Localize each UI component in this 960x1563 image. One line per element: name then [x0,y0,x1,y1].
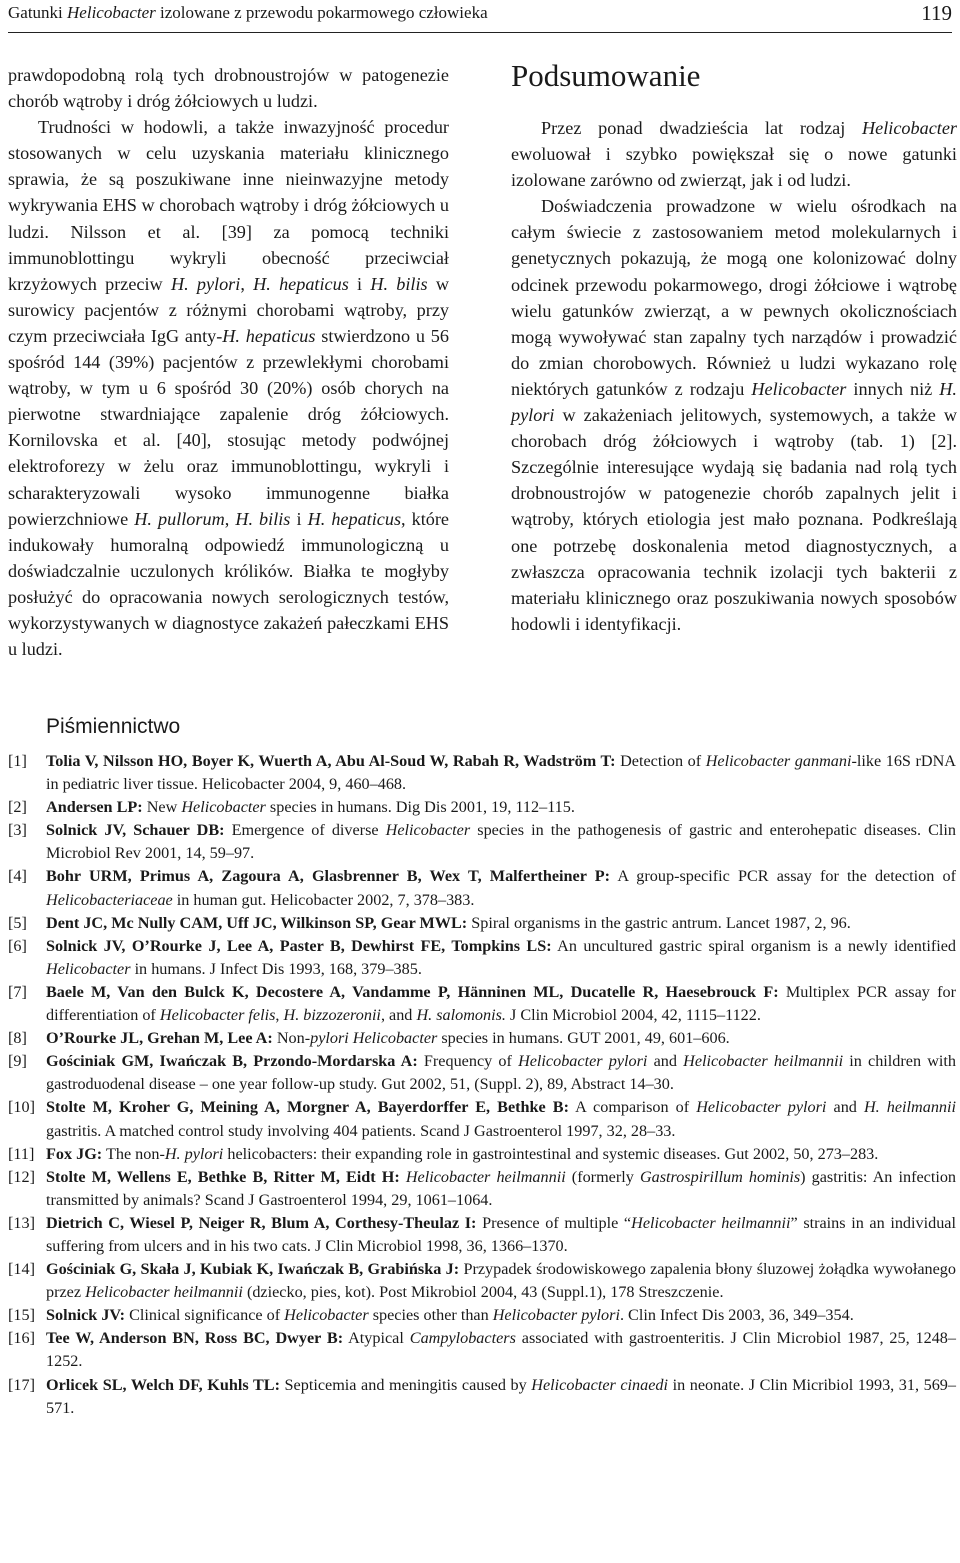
reference-number: [6] [8,936,27,955]
reference-italic: Helicobacter heilmannii [631,1213,791,1232]
reference-item [8,1327,956,1373]
reference-authors: Tolia V, Nilsson HO, Boyer K, Wuerth A, Abu Al-Soud W, Rabah R, Wadström T: [46,752,616,770]
reference-italic: Helicobacter ganmani [705,752,852,770]
reference-item [8,1050,956,1096]
reference-italic: Helicobacter pylori [696,1098,827,1117]
left-column [8,62,449,662]
reference-text: ) gastritis: An infection transmitted by animals? Scand J Gastroenterol 1994, 29, 1061–1064. [46,1167,957,1209]
reference-number: [15] [8,1306,35,1325]
reference-number: [2] [8,798,27,817]
reference-text: in children with gastroduodenal disease – one year follow-up study. Gut 2002, 51, (Suppl. 2), 89, Abstract 14–30. [46,1052,957,1094]
reference-number: [5] [8,913,27,932]
reference-italic: H. pylori [164,1144,224,1163]
reference-number: [7] [8,982,27,1001]
reference-italic: Helicobacter [46,959,131,978]
reference-text: helicobacters: their expanding role in gastrointestinal and systemic diseases. Gut 2002, 50, 273–283. [223,1144,879,1163]
reference-authors: Andersen LP: [46,798,143,817]
reference-item [8,1212,956,1258]
reference-text: , and [380,1006,417,1025]
reference-italic: Helicobacter pylori [492,1306,620,1325]
reference-text: species in humans. GUT 2001, 49, 601–606. [437,1029,730,1048]
reference-authors: Solnick JV, O’Rourke J, Lee A, Paster B, Dewhirst FE, Tompkins LS: [46,936,552,955]
reference-text: Clinical significance of [125,1306,285,1325]
reference-authors: Orlicek SL, Welch DF, Kuhls TL: [46,1375,280,1394]
reference-text: J Clin Microbiol 2004, 42, 1115–1122. [505,1006,761,1025]
reference-number: [3] [8,821,27,840]
reference-text: The non- [102,1144,165,1163]
reference-number: [1] [8,752,27,770]
reference-text: Septicemia and meningitis caused by [279,1375,532,1394]
reference-italic: Gastrospirillum hominis [639,1167,801,1186]
reference-italic: Helicobacter [385,821,471,840]
reference-number: [8] [8,1029,27,1048]
reference-text: (formerly [565,1167,640,1186]
reference-text: Multiplex PCR assay for differentiation of [46,982,956,1025]
reference-italic: Helicobacter heilmannii [683,1052,844,1071]
reference-text: -like 16S rDNA in pediatric liver tissue. Helicobacter 2004, 9, 460–468. [46,752,956,794]
reference-italic: Helicobacter [181,798,266,817]
reference-authors: Bohr URM, Primus A, Zagoura A, Glasbrenner B, Wex T, Malfertheiner P: [46,867,611,886]
reference-text: and [647,1052,684,1071]
page-number: 119 [921,1,952,25]
reference-text: Presence of multiple “ [476,1213,632,1232]
reference-text: species in the pathogenesis of gastric and enterohepatic diseases. Clin Microbiol Rev 2001, 14, 59–97. [46,821,956,863]
reference-text: in neonate. J Clin Micribiol 1993, 31, 569–571. [46,1375,956,1417]
reference-italic: Campylobacters [409,1329,516,1348]
running-header [8,0,952,33]
reference-italic: Helicobacter [284,1306,369,1325]
reference-text: , [275,1006,284,1025]
reference-authors: Dent JC, Mc Nully CAM, Uff JC, Wilkinson SP, Gear MWL: [46,913,468,932]
reference-italic: Helicobacter pylori [518,1052,648,1071]
paragraph: Doświadczenia prowadzone w wielu ośrodkach na całym świecie z zastosowaniem metod molekularnych i genetycznych pokazują, że mogą one kolonizować dolny odcinek przewodu pokarmowego, drogi żółciowe i wątrobę wielu gatunków zwierząt, a w pewnych okolicznościach mogą wywoływać stan zapalny tych narządów i prowadzić do zmian chorobowych. Również u ludzi wykazano rolę niektórych gatunków z rodzaju Helicobacter innych niż H. pylori w zakażeniach jelitowych, systemowych, a także w chorobach dróg żółciowych i wątroby (tab. 1) [2]. Szczególnie interesujące wydają się badania nad rolą tych drobnoustrojów w patogenezie chorób zapalnych jelit i wątroby, których etiologia jest mało poznana. Podkreślają one potrzebę doskonalenia metod diagnostycznych, a zwłaszcza opracowania technik izolacji tych bakterii z materiału klinicznego oraz poszukiwania nowych sposobów hodowli i identyfikacji. [511,196,957,634]
reference-number: [9] [8,1052,27,1071]
reference-text: gastritis. A matched control study involving 404 patients. Scand J Gastroenterol 1997, 32, 28–33. [46,1121,676,1140]
reference-item [8,865,956,911]
reference-text: Przypadek środowiskowego zapalenia błony śluzowej żołądka wywołanego przez [46,1260,956,1302]
reference-authors: O’Rourke JL, Grehan M, Lee A: [46,1029,273,1048]
reference-authors: Fox JG: [46,1144,103,1163]
reference-italic: Helicobacter heilmannii [85,1283,243,1302]
reference-item [8,981,956,1027]
reference-authors: Tee W, Anderson BN, Ross BC, Dwyer B: [46,1329,344,1348]
reference-text: An uncultured gastric spiral organism is a newly identified [551,936,957,955]
reference-item [8,1027,956,1050]
reference-italic: Helicobacter felis [159,1006,276,1025]
reference-number: [16] [8,1329,35,1348]
reference-item [8,750,956,796]
reference-text: Detection of [615,752,706,770]
reference-text: Spiral organisms in the gastric antrum. Lancet 1987, 2, 96. [467,913,851,932]
reference-text: species in humans. Dig Dis 2001, 19, 112–115. [265,798,575,817]
reference-text: A comparison of [569,1098,697,1117]
running-title [8,3,488,23]
reference-text: Frequency of [417,1052,519,1071]
references-heading: Piśmiennictwo [46,715,181,738]
reference-item [8,1166,956,1212]
running-title-text: Gatunki [8,3,68,22]
reference-italic: Helicobacter heilmannii [405,1167,566,1186]
reference-italic: H. heilmannii [863,1098,956,1117]
reference-text: associated with gastroenteritis. J Clin Microbiol 1987, 25, 1248–1252. [46,1329,956,1371]
reference-list [8,750,956,1420]
reference-authors: Stolte M, Wellens E, Bethke B, Ritter M, Eidt H: [46,1167,400,1186]
reference-text: Emergence of diverse [224,821,386,840]
reference-number: [12] [8,1167,35,1186]
reference-text: . Clin Infect Dis 2003, 36, 349–354. [619,1306,854,1325]
reference-authors: Stolte M, Kroher G, Meining A, Morgner A, Bayerdorffer E, Bethke B: [46,1098,569,1117]
reference-italic: Helicobacteriaceae [46,890,173,909]
reference-italic: H. salomonis. [416,1006,506,1025]
reference-italic: H. bizzozeronii [283,1006,381,1025]
running-title-text: izolowane z przewodu pokarmowego człowieka [155,3,488,22]
reference-number: [17] [8,1375,35,1394]
reference-item [8,1304,956,1327]
reference-authors: Solnick JV: [46,1306,126,1325]
reference-text: Atypical [343,1329,410,1348]
reference-authors: Gościniak GM, Iwańczak B, Przondo-Mordarska A: [46,1052,418,1071]
reference-number: [11] [8,1144,35,1163]
reference-authors: Solnick JV, Schauer DB: [46,821,225,840]
reference-italic: Helicobacter cinaedi [531,1375,669,1394]
reference-item [8,935,956,981]
reference-text: Non- [272,1029,311,1048]
paragraph: Przez ponad dwadzieścia lat rodzaj Helicobacter ewoluował i szybko powiększał się o nowe gatunki izolowane zarówno od zwierząt, jak i od ludzi. [511,118,957,191]
reference-authors: Gościniak G, Skała J, Kubiak K, Iwańczak B, Grabińska J: [46,1260,460,1279]
paragraph: prawdopodobną rolą tych drobnoustrojów w patogenezie chorób wątroby i dróg żółciowych u ludzi. [8,65,449,112]
reference-number: [13] [8,1213,35,1232]
reference-number: [10] [8,1098,35,1117]
reference-text: New [142,798,182,817]
reference-item [8,819,956,865]
reference-text: in human gut. Helicobacter 2002, 7, 378–383. [172,890,475,909]
reference-item [8,912,956,935]
reference-item [8,1143,956,1166]
reference-text: species other than [368,1306,493,1325]
right-column [511,59,957,637]
reference-text: A group-specific PCR assay for the detection of [610,867,956,886]
reference-italic: pylori Helicobacter [310,1029,438,1048]
reference-number: [14] [8,1260,35,1279]
reference-authors: Dietrich C, Wiesel P, Neiger R, Blum A, Corthesy-Theulaz I: [46,1213,477,1232]
reference-item [8,1258,956,1304]
reference-item [8,1374,956,1420]
reference-text: (dziecko, pies, kot). Post Mikrobiol 2004, 43 (Suppl.1), 178 Streszczenie. [242,1283,724,1302]
section-heading: Podsumowanie [511,58,701,93]
reference-number: [4] [8,867,27,886]
reference-item [8,796,956,819]
reference-text: and [826,1098,864,1117]
reference-text: in humans. J Infect Dis 1993, 168, 379–385. [130,959,422,978]
reference-authors: Baele M, Van den Bulck K, Decostere A, Vandamme P, Hänninen ML, Ducatelle R, Haesebrouck F: [46,982,779,1001]
reference-text: ” strains in an individual suffering from ulcers and in his two cats. J Clin Microbiol 1998, 36, 1366–1370. [46,1213,956,1255]
paragraph: Trudności w hodowli, a także inwazyjność procedur stosowanych w celu uzyskania materiału klinicznego sprawia, że są poszukiwane inne nieinwazyjne metody wykrywania EHS w chorobach wątroby i dróg żółciowych u ludzi. Nilsson et al. [39] za pomocą techniki immunoblottingu wykryli obecność przeciwciał krzyżowych przeciw H. pylori, H. hepaticus i H. bilis w surowicy pacjentów z różnymi chorobami wątroby, przy czym przeciwciała IgG anty-H. hepaticus stwierdzono u 56 spośród 144 (39%) pacjentów z przewlekłymi chorobami wątroby, w tym u 6 spośród 30 (20%) osób chorych na pierwotne stwardniające zapalenie dróg żółciowych. Kornilovska et al. [40], stosując metody podwójnej elektroforezy w żelu oraz immunoblottingu, wykryli i scharakteryzowali wysoko immunogenne białka powierzchniowe H. pullorum, H. bilis i H. hepaticus, które indukowały humoralną odpowiedź immunologiczną u doświadczalnie uczulonych królików. Białka te mogłyby posłużyć do opracowania nowych serologicznych testów, wykorzystywanych w diagnostyce zakażeń pałeczkami EHS u ludzi. [8,117,450,660]
running-title-genus: Helicobacter [67,3,156,22]
reference-item [8,1096,956,1142]
